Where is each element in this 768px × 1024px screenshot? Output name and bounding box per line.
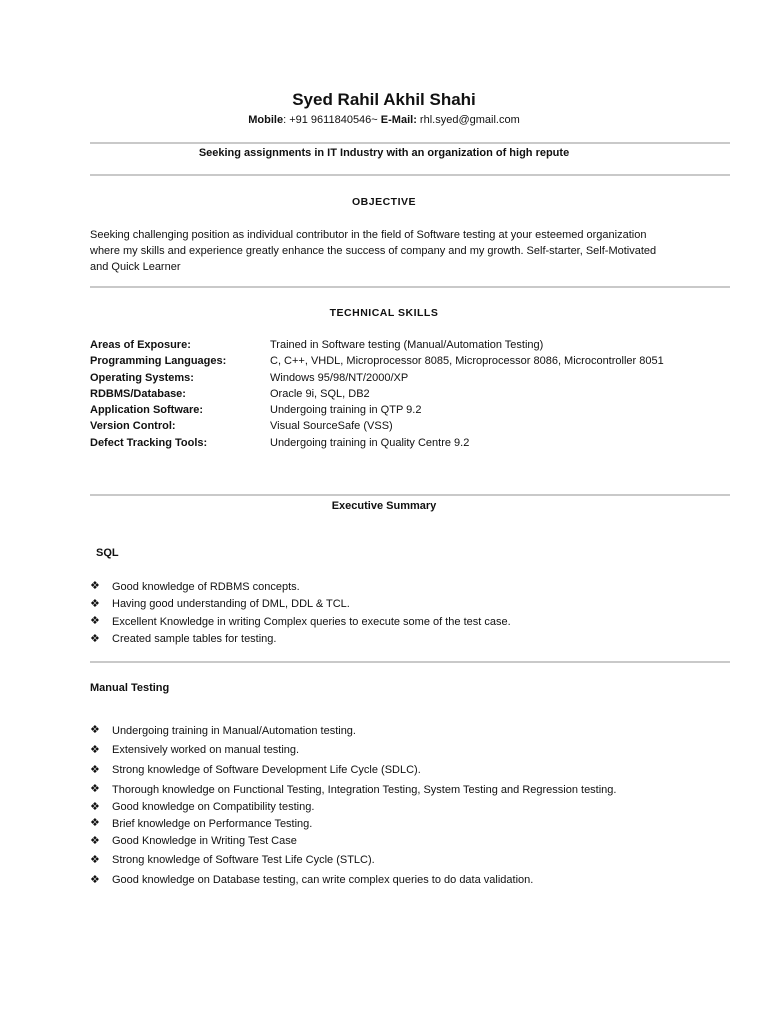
list-item: [90, 578, 730, 596]
four-diamond-icon: ❖: [90, 724, 100, 737]
sql-bullet-list: [90, 578, 730, 648]
skill-value: Oracle 9i, SQL, DB2: [270, 387, 370, 400]
skill-label: RDBMS/Database:: [90, 387, 186, 400]
manual-testing-bullet-list: [90, 721, 730, 890]
skill-value: Windows 95/98/NT/2000/XP: [270, 371, 409, 384]
divider: [90, 174, 730, 176]
skill-value: Undergoing training in QTP 9.2: [270, 404, 422, 417]
list-item: [90, 613, 730, 631]
technical-skills-heading: TECHNICAL SKILLS: [329, 307, 439, 319]
list-item: [90, 760, 730, 780]
objective-line: where my skills and experience greatly enhance the success of company and my growth. Self-starter, Self-Motivated: [90, 245, 657, 257]
four-diamond-icon: ❖: [90, 597, 100, 610]
list-item-text: Created sample tables for testing.: [112, 633, 277, 646]
executive-summary-heading: Executive Summary: [331, 500, 437, 512]
skill-label: Application Software:: [90, 404, 204, 417]
list-item: [90, 850, 730, 870]
four-diamond-icon: ❖: [90, 834, 100, 847]
sql-heading: SQL: [96, 547, 119, 559]
list-item: [90, 741, 730, 761]
list-item-text: Thorough knowledge on Functional Testing, Integration Testing, System Testing and Regression testing.: [112, 783, 617, 796]
four-diamond-icon: ❖: [90, 763, 100, 776]
divider: [90, 286, 730, 288]
list-item-text: Good knowledge on Compatibility testing.: [112, 801, 315, 814]
skill-label: Defect Tracking Tools:: [90, 436, 208, 449]
skill-row: [90, 386, 730, 402]
list-item: [90, 832, 730, 850]
skill-value: Visual SourceSafe (VSS): [270, 420, 393, 433]
skill-row: [90, 402, 730, 418]
list-item: [90, 870, 730, 890]
tagline: Seeking assignments in IT Industry with an organization of high repute: [198, 147, 570, 159]
four-diamond-icon: ❖: [90, 783, 100, 795]
skill-label: Version Control:: [90, 420, 176, 433]
list-item-text: Extensively worked on manual testing.: [112, 744, 300, 757]
mobile-label: Mobile: [248, 114, 284, 126]
list-item-text: Having good understanding of DML, DDL & TCL.: [112, 598, 350, 611]
divider: [90, 142, 730, 144]
list-item-text: Brief knowledge on Performance Testing.: [112, 817, 313, 830]
divider: [90, 494, 730, 496]
skill-row: [90, 435, 730, 451]
list-item-text: Excellent Knowledge in writing Complex queries to execute some of the test case.: [112, 615, 511, 628]
mobile-value: : +91 9611840546~: [283, 114, 378, 126]
four-diamond-icon: ❖: [90, 615, 100, 628]
skill-value: C, C++, VHDL, Microprocessor 8085, Microprocessor 8086, Microcontroller 8051: [270, 355, 664, 368]
four-diamond-icon: ❖: [90, 800, 100, 813]
email-value: rhl.syed@gmail.com: [419, 114, 520, 126]
four-diamond-icon: ❖: [90, 743, 100, 756]
list-item-text: Good Knowledge in Writing Test Case: [112, 835, 297, 847]
list-item-text: Good knowledge on Database testing, can write complex queries to do data validation.: [112, 874, 534, 886]
skill-value: Trained in Software testing (Manual/Automation Testing): [270, 339, 544, 351]
email-label: E-Mail:: [380, 114, 417, 126]
four-diamond-icon: ❖: [90, 853, 100, 866]
list-item: [90, 721, 730, 741]
objective-line: Seeking challenging position as individual contributor in the field of Software testing at your esteemed organization: [90, 229, 647, 241]
four-diamond-icon: ❖: [90, 873, 100, 886]
list-item: [90, 631, 730, 649]
skill-label: Programming Languages:: [90, 355, 227, 368]
divider: [90, 661, 730, 663]
manual-testing-heading: Manual Testing: [90, 682, 170, 694]
objective-heading: OBJECTIVE: [351, 196, 416, 208]
list-item-text: Strong knowledge of Software Development Life Cycle (SDLC).: [112, 764, 421, 776]
skill-row: [90, 337, 730, 353]
list-item-text: Good knowledge of RDBMS concepts.: [112, 580, 300, 593]
objective-text: [90, 227, 690, 275]
candidate-name: Syed Rahil Akhil Shahi: [292, 90, 476, 109]
contact-line: [0, 114, 768, 126]
skill-row: [90, 353, 730, 369]
four-diamond-icon: ❖: [90, 817, 100, 830]
list-item: [90, 816, 730, 833]
list-item-text: Strong knowledge of Software Test Life Cycle (STLC).: [112, 854, 375, 866]
list-item-text: Undergoing training in Manual/Automation testing.: [112, 724, 356, 737]
skill-row: [90, 370, 730, 386]
list-item: [90, 596, 730, 614]
list-item: [90, 799, 730, 816]
four-diamond-icon: ❖: [90, 632, 100, 645]
skill-label: Areas of Exposure:: [90, 339, 191, 351]
objective-line: and Quick Learner: [90, 261, 181, 273]
four-diamond-icon: ❖: [90, 580, 100, 593]
list-item: [90, 780, 730, 799]
skill-row: [90, 418, 730, 434]
skill-label: Operating Systems:: [90, 371, 194, 384]
skills-table: [90, 337, 730, 451]
skill-value: Undergoing training in Quality Centre 9.2: [270, 436, 470, 449]
